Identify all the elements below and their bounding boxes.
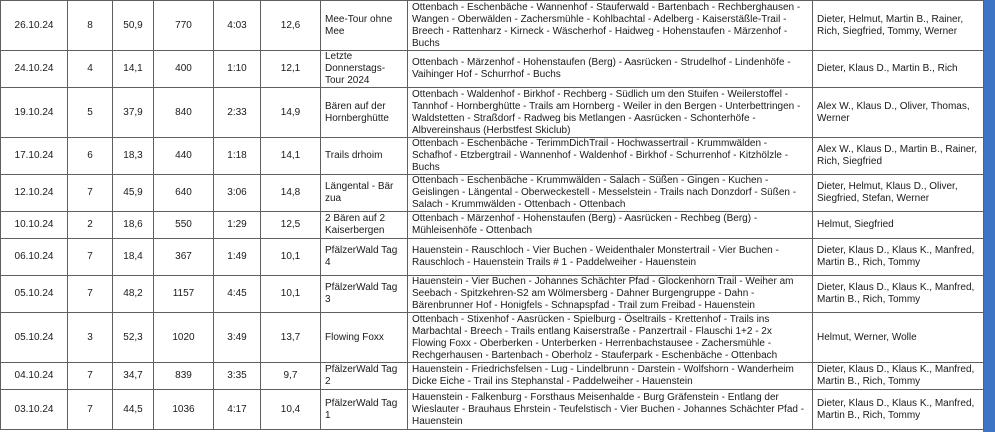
cell-date: 05.10.24 xyxy=(1,276,68,313)
cell-participants: Alex W., Klaus D., Oliver, Thomas, Werner xyxy=(813,88,984,138)
cell-riders: 8 xyxy=(68,1,113,51)
cell-speed: 12,5 xyxy=(261,212,321,239)
cell-distance: 34,7 xyxy=(113,363,154,390)
cell-distance: 44,5 xyxy=(113,390,154,430)
cell-speed: 10,1 xyxy=(261,276,321,313)
cell-date: 12.10.24 xyxy=(1,175,68,212)
cell-speed: 14,8 xyxy=(261,175,321,212)
cell-participants: Helmut, Werner, Wolle xyxy=(813,313,984,363)
cell-tour-name: 2 Bären auf 2 Kaiserbergen xyxy=(321,212,408,239)
cell-riders: 2 xyxy=(68,212,113,239)
cell-tour-name: Trails drhoim xyxy=(321,138,408,175)
cell-speed: 14,9 xyxy=(261,88,321,138)
cell-date: 03.10.24 xyxy=(1,390,68,430)
cell-duration: 1:49 xyxy=(214,239,261,276)
cell-route: Ottenbach - Eschenbäche - Krummwälden - Salach - Süßen - Gingen - Kuchen - Geislingen - Längental - Oberweckestell - Messelstein - Trails nach Donzdorf - Süßen - Salach - Krummwälden - Ottenbach - Ottenbach xyxy=(408,175,813,212)
cell-participants: Dieter, Klaus D., Klaus K., Manfred, Martin B., Rich, Tommy xyxy=(813,363,984,390)
cell-speed: 13,7 xyxy=(261,313,321,363)
cell-date: 04.10.24 xyxy=(1,363,68,390)
table-row xyxy=(1,138,984,175)
cell-distance: 50,9 xyxy=(113,1,154,51)
cell-elevation: 1020 xyxy=(154,313,214,363)
cell-elevation: 640 xyxy=(154,175,214,212)
cell-route: Ottenbach - Märzenhof - Hohenstaufen (Berg) - Aasrücken - Rechbeg (Berg) - Mühleisenhöfe - Ottenbach xyxy=(408,212,813,239)
cell-distance: 18,6 xyxy=(113,212,154,239)
cell-speed: 10,4 xyxy=(261,390,321,430)
cell-route: Ottenbach - Eschenbäche - Wannenhof - Stauferwald - Bartenbach - Rechberghausen - Wangen - Oberwälden - Zachersmühle - Kohlbachtal - Adelberg - Kaiserstäßle-Trail - Breech - Rattenharz - Kirneck - Wäscherhof - Haidweg - Hohenstaufen - Märzenhof - Buchs xyxy=(408,1,813,51)
cell-riders: 7 xyxy=(68,363,113,390)
cell-date: 19.10.24 xyxy=(1,88,68,138)
table-row xyxy=(1,390,984,430)
cell-date: 10.10.24 xyxy=(1,212,68,239)
cell-riders: 7 xyxy=(68,276,113,313)
cell-distance: 45,9 xyxy=(113,175,154,212)
cell-distance: 37,9 xyxy=(113,88,154,138)
cell-tour-name: PfälzerWald Tag 4 xyxy=(321,239,408,276)
cell-route: Hauenstein - Falkenburg - Forsthaus Meisenhalde - Burg Gräfenstein - Entlang der Wieslauter - Brauhaus Ehrstein - Teufelstisch - Vier Buchen - Johannes Schächter Pfad - Hauenstein xyxy=(408,390,813,430)
cell-elevation: 550 xyxy=(154,212,214,239)
cell-speed: 10,1 xyxy=(261,239,321,276)
cell-duration: 2:33 xyxy=(214,88,261,138)
cell-speed: 12,6 xyxy=(261,1,321,51)
cell-distance: 14,1 xyxy=(113,51,154,88)
cell-elevation: 840 xyxy=(154,88,214,138)
cell-tour-name: PfälzerWald Tag 2 xyxy=(321,363,408,390)
cell-distance: 18,4 xyxy=(113,239,154,276)
cell-date: 17.10.24 xyxy=(1,138,68,175)
cell-speed: 14,1 xyxy=(261,138,321,175)
cell-date: 26.10.24 xyxy=(1,1,68,51)
cell-duration: 4:45 xyxy=(214,276,261,313)
cell-route: Ottenbach - Waldenhof - Birkhof - Rechberg - Südlich um den Stuifen - Weilerstoffel - Tannhof - Hornberghütte - Trails am Hornberg - Weiler in den Bergen - Unterbettringen - Waldstetten - Straßdorf - Radweg bis Metlangen - Aasrücken - Schonterhöfe - Albvereinshaus (Herbstfest Skiclub) xyxy=(408,88,813,138)
cell-elevation: 367 xyxy=(154,239,214,276)
cell-route: Ottenbach - Märzenhof - Hohenstaufen (Berg) - Aasrücken - Strudelhof - Lindenhöfe - Vaihinger Hof - Schurrhof - Buchs xyxy=(408,51,813,88)
cell-route: Hauenstein - Rauschloch - Vier Buchen - Weidenthaler Monstertrail - Vier Buchen - Rauschloch - Hauenstein Trails # 1 - Paddelweiher - Hauenstein xyxy=(408,239,813,276)
cell-riders: 6 xyxy=(68,138,113,175)
cell-elevation: 1036 xyxy=(154,390,214,430)
cell-date: 05.10.24 xyxy=(1,313,68,363)
cell-participants: Dieter, Klaus D., Martin B., Rich xyxy=(813,51,984,88)
cell-participants: Dieter, Helmut, Martin B., Rainer, Rich, Siegfried, Tommy, Werner xyxy=(813,1,984,51)
table-row xyxy=(1,212,984,239)
cell-route: Ottenbach - Eschenbäche - TerimmDichTrail - Hochwassertrail - Krummwälden - Schafhof - Etzbergtrail - Wannenhof - Waldenhof - Birkhof - Schurrenhof - Kitzhölzle - Buchs xyxy=(408,138,813,175)
cell-participants: Dieter, Klaus D., Klaus K., Manfred, Martin B., Rich, Tommy xyxy=(813,239,984,276)
cell-elevation: 1157 xyxy=(154,276,214,313)
cell-participants: Dieter, Klaus D., Klaus K., Manfred, Martin B., Rich, Tommy xyxy=(813,276,984,313)
cell-duration: 4:17 xyxy=(214,390,261,430)
cell-date: 06.10.24 xyxy=(1,239,68,276)
cell-duration: 1:18 xyxy=(214,138,261,175)
cell-route: Hauenstein - Friedrichsfelsen - Lug - Lindelbrunn - Darstein - Wolfshorn - Wanderheim Dicke Eiche - Trail ins Stephanstal - Paddelweiher - Hauenstein xyxy=(408,363,813,390)
cell-duration: 3:49 xyxy=(214,313,261,363)
cell-date: 24.10.24 xyxy=(1,51,68,88)
cell-tour-name: Bären auf der Hornberghütte xyxy=(321,88,408,138)
table-row xyxy=(1,51,984,88)
cell-participants: Helmut, Siegfried xyxy=(813,212,984,239)
cell-tour-name: PfälzerWald Tag 1 xyxy=(321,390,408,430)
cell-speed: 9,7 xyxy=(261,363,321,390)
cell-riders: 5 xyxy=(68,88,113,138)
cell-duration: 4:03 xyxy=(214,1,261,51)
cell-duration: 1:10 xyxy=(214,51,261,88)
table-row xyxy=(1,363,984,390)
cell-riders: 3 xyxy=(68,313,113,363)
table-row xyxy=(1,88,984,138)
right-edge-scroll-bar xyxy=(983,0,995,432)
cell-elevation: 440 xyxy=(154,138,214,175)
table-row xyxy=(1,1,984,51)
table-row xyxy=(1,175,984,212)
cell-participants: Dieter, Klaus D., Klaus K., Manfred, Martin B., Rich, Tommy xyxy=(813,390,984,430)
cell-tour-name: Flowing Foxx xyxy=(321,313,408,363)
table-row xyxy=(1,276,984,313)
cell-tour-name: PfälzerWald Tag 3 xyxy=(321,276,408,313)
table-row xyxy=(1,313,984,363)
cell-riders: 4 xyxy=(68,51,113,88)
table-body xyxy=(1,1,984,430)
cell-distance: 18,3 xyxy=(113,138,154,175)
cell-elevation: 839 xyxy=(154,363,214,390)
cell-distance: 48,2 xyxy=(113,276,154,313)
cell-route: Hauenstein - Vier Buchen - Johannes Schächter Pfad - Glockenhorn Trail - Weiher am Seebach - Spitzkehren-S2 am Wölmersberg - Dahner Burgengruppe - Dahn - Bärenbrunner Hof - Honigfels - Schnapspfad - Trail zum Freibad - Hauenstein xyxy=(408,276,813,313)
cell-participants: Alex W., Klaus D., Martin B., Rainer, Rich, Siegfried xyxy=(813,138,984,175)
cell-elevation: 770 xyxy=(154,1,214,51)
cell-riders: 7 xyxy=(68,390,113,430)
table-row xyxy=(1,239,984,276)
cell-tour-name: Längental - Bär zua xyxy=(321,175,408,212)
cell-participants: Dieter, Helmut, Klaus D., Oliver, Siegfried, Stefan, Werner xyxy=(813,175,984,212)
cell-duration: 3:35 xyxy=(214,363,261,390)
cell-speed: 12,1 xyxy=(261,51,321,88)
cell-tour-name: Letzte Donnerstags-Tour 2024 xyxy=(321,51,408,88)
cell-elevation: 400 xyxy=(154,51,214,88)
cell-riders: 7 xyxy=(68,175,113,212)
cell-duration: 1:29 xyxy=(214,212,261,239)
cell-distance: 52,3 xyxy=(113,313,154,363)
cell-riders: 7 xyxy=(68,239,113,276)
cell-tour-name: Mee-Tour ohne Mee xyxy=(321,1,408,51)
cell-duration: 3:06 xyxy=(214,175,261,212)
cell-route: Ottenbach - Stixenhof - Aasrücken - Spielburg - Öseltrails - Krettenhof - Trails ins Marbachtal - Breech - Trails entlang Kaiserstraße - Panzertrail - Flauschi 1+2 - 2x Flowing Foxx - Oberberken - Unterberken - Herrenbachstausee - Zachersmühle - Rechgerhausen - Bartenbach - Oberholz - Stauferpark - Eschenbäche - Ottenbach xyxy=(408,313,813,363)
